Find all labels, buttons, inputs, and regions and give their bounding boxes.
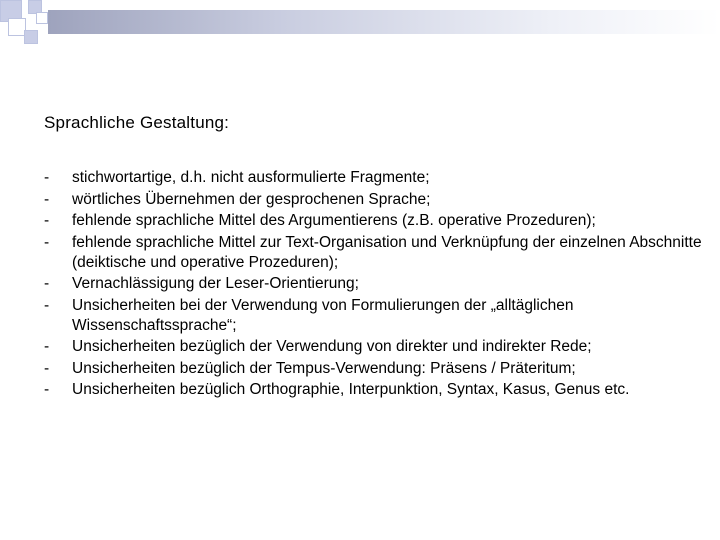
header-gradient-bar [48, 10, 720, 34]
list-item-text: Unsicherheiten bezüglich Orthographie, Interpunktion, Syntax, Kasus, Genus etc. [72, 381, 630, 398]
slide-title: Sprachliche Gestaltung: [44, 113, 230, 132]
list-item [44, 380, 704, 400]
bullet-dash: - [44, 190, 50, 208]
bullet-dash: - [44, 296, 50, 314]
list-item-text: Unsicherheiten bezüglich der Verwendung von direkter und indirekter Rede; [72, 338, 592, 355]
bullet-dash: - [44, 359, 50, 377]
list-item-text: Unsicherheiten bei der Verwendung von Formulierungen der „alltäglichen Wissenschaftssprache“; [72, 296, 574, 334]
list-item [44, 337, 704, 357]
bullet-dash: - [44, 169, 50, 186]
list-item-text: stichwortartige, d.h. nicht ausformulierte Fragmente; [72, 169, 430, 186]
list-item-text: fehlende sprachliche Mittel zur Text-Organisation und Verknüpfung der einzelnen Abschnitte (deiktische und operative Prozeduren); [72, 233, 702, 271]
bullet-dash: - [44, 233, 50, 251]
list-item-text: fehlende sprachliche Mittel des Argumentierens (z.B. operative Prozeduren); [72, 212, 596, 229]
list-item [44, 211, 704, 231]
list-item [44, 274, 704, 294]
bullet-dash: - [44, 275, 50, 292]
decoration-square [24, 30, 38, 44]
bullet-dash: - [44, 381, 50, 398]
list-item-text: Vernachlässigung der Leser-Orientierung; [72, 275, 359, 292]
bullet-list [44, 168, 704, 402]
decoration-square [36, 12, 48, 24]
list-item [44, 168, 704, 188]
list-item-text: wörtliches Übernehmen der gesprochenen Sprache; [72, 190, 431, 208]
header-decoration [0, 0, 720, 50]
list-item [44, 296, 704, 336]
list-item [44, 233, 704, 273]
bullet-dash: - [44, 338, 50, 355]
list-item [44, 190, 704, 210]
list-item-text: Unsicherheiten bezüglich der Tempus-Verwendung: Präsens / Präteritum; [72, 359, 576, 377]
bullet-dash: - [44, 212, 50, 229]
list-item [44, 359, 704, 379]
